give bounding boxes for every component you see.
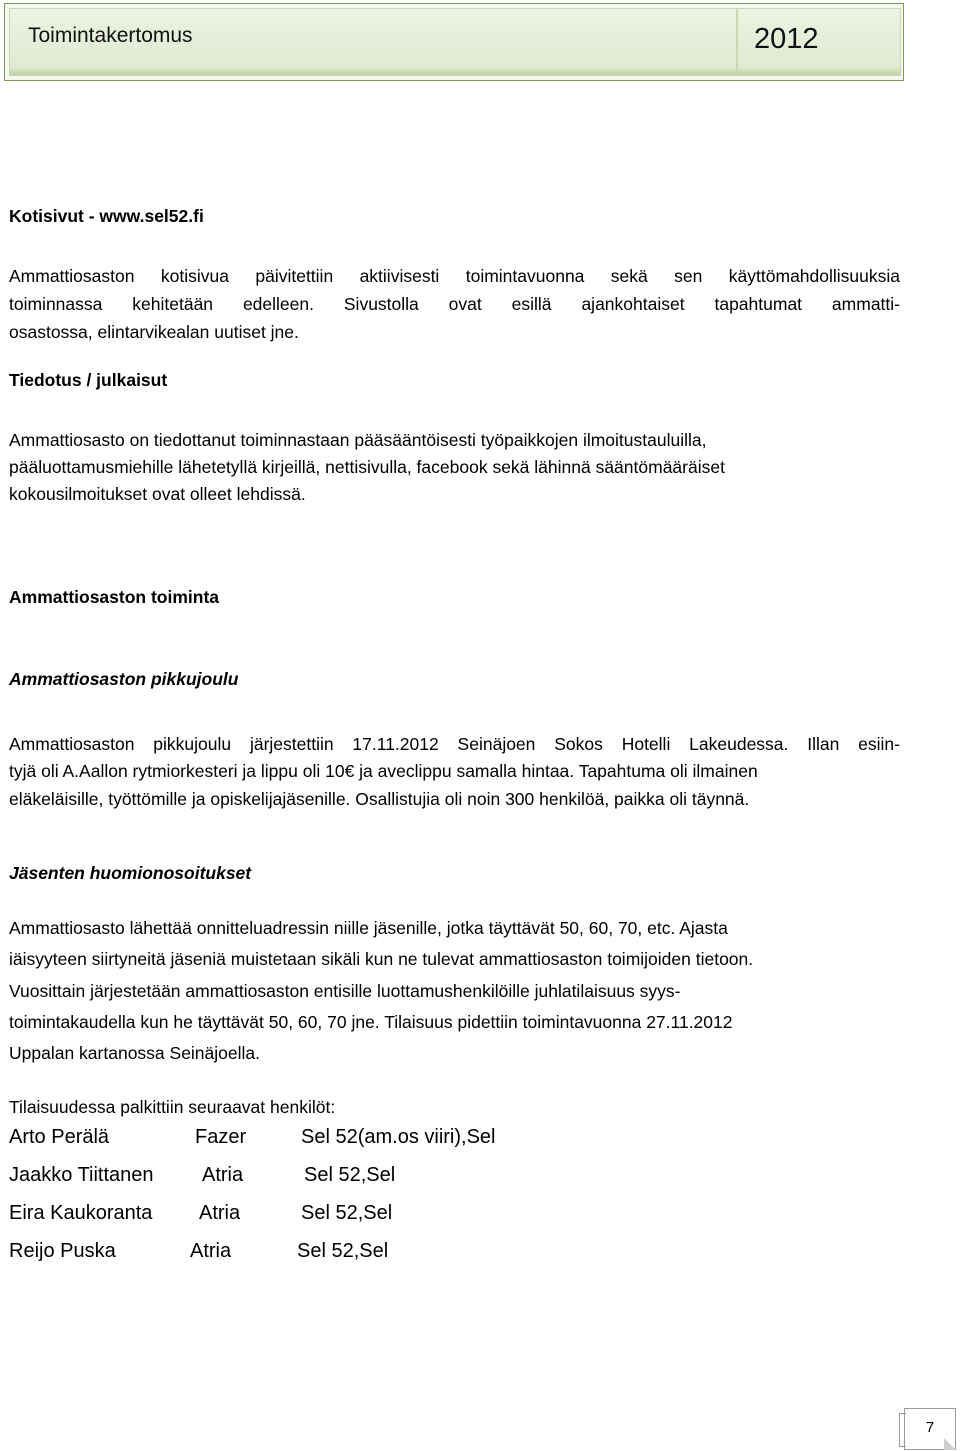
section-heading-tiedotus: Tiedotus / julkaisut [9, 370, 168, 390]
awardee-company: Atria [190, 1240, 232, 1262]
paragraph-line: toimintakaudella kun he täyttävät 50, 60, 70 jne. Tilaisuus pidettiin toimintavuonna 27.11.2012 [9, 1012, 733, 1032]
awardee-union: Sel 52(am.os viiri),Sel [301, 1126, 496, 1148]
awardee-company: Atria [199, 1202, 241, 1224]
paragraph-line: kokousilmoitukset ovat olleet lehdissä. [9, 484, 306, 504]
paragraph-line: Ammattiosaston pikkujoulu järjestettiin 17.11.2012 Seinäjoen Sokos Hotelli Lakeudessa. Illan esiin- [9, 734, 900, 754]
section-heading-toiminta: Ammattiosaston toiminta [9, 587, 220, 607]
awardees-intro: Tilaisuudessa palkittiin seuraavat henkilöt: [9, 1097, 336, 1117]
paragraph-line: tyjä oli A.Aallon rytmiorkesteri ja lippu oli 10€ ja aveclippu samalla hintaa. Tapahtuma oli ilmainen [9, 761, 758, 781]
awardee-company: Fazer [195, 1126, 247, 1148]
header-title-panel [9, 8, 737, 76]
header-year-panel [737, 8, 901, 76]
awardee-name: Eira Kaukoranta [9, 1202, 153, 1224]
subsection-heading-pikkujoulu: Ammattiosaston pikkujoulu [9, 669, 239, 689]
paragraph-line: pääluottamusmiehille lähetetyllä kirjeillä, nettisivulla, facebook sekä lähinnä sääntömääräiset [9, 457, 725, 477]
paragraph-line: osastossa, elintarvikealan uutiset jne. [9, 322, 299, 342]
document-header [4, 3, 904, 81]
awardee-name: Arto Perälä [9, 1126, 110, 1148]
paragraph-line: Ammattiosasto on tiedottanut toiminnastaan pääsääntöisesti työpaikkojen ilmoitustauluilla, [9, 430, 707, 450]
page-number: 7 [925, 1419, 935, 1436]
paragraph-line: Ammattiosaston kotisivua päivitettiin aktiivisesti toimintavuonna sekä sen käyttömahdollisuuksia [9, 266, 900, 286]
header-year: 2012 [754, 23, 819, 55]
paragraph-line: toiminnassa kehitetään edelleen. Sivustolla ovat esillä ajankohtaiset tapahtumat ammatti- [9, 294, 900, 314]
awardee-union: Sel 52,Sel [301, 1202, 393, 1224]
page-number-box [904, 1408, 956, 1450]
awardee-company: Atria [202, 1164, 244, 1186]
awardee-union: Sel 52,Sel [297, 1240, 389, 1262]
awardee-name: Reijo Puska [9, 1240, 116, 1262]
paragraph-line: Ammattiosasto lähettää onnitteluadressin niille jäsenille, jotka täyttävät 50, 60, 70, etc. Ajasta [9, 918, 728, 938]
paragraph-line: eläkeläisille, työttömille ja opiskelijajäsenille. Osallistujia oli noin 300 henkilöä, paikka oli täynnä. [9, 789, 750, 809]
paragraph-line: iäisyyteen siirtyneitä jäseniä muistetaan sikäli kun ne tulevat ammattiosaston toimijoiden tietoon. [9, 949, 754, 969]
paragraph-line: Uppalan kartanossa Seinäjoella. [9, 1043, 260, 1063]
page-fold-icon [944, 1438, 956, 1450]
awardee-name: Jaakko Tiittanen [9, 1164, 154, 1186]
awardee-union: Sel 52,Sel [304, 1164, 396, 1186]
paragraph-line: Vuosittain järjestetään ammattiosaston entisille luottamushenkilöille juhlatilaisuus syys- [9, 981, 681, 1001]
header-title: Toimintakertomus [28, 24, 193, 47]
subsection-heading-huomionosoitukset: Jäsenten huomionosoitukset [9, 863, 252, 883]
section-heading-kotisivut: Kotisivut - www.sel52.fi [9, 206, 204, 226]
